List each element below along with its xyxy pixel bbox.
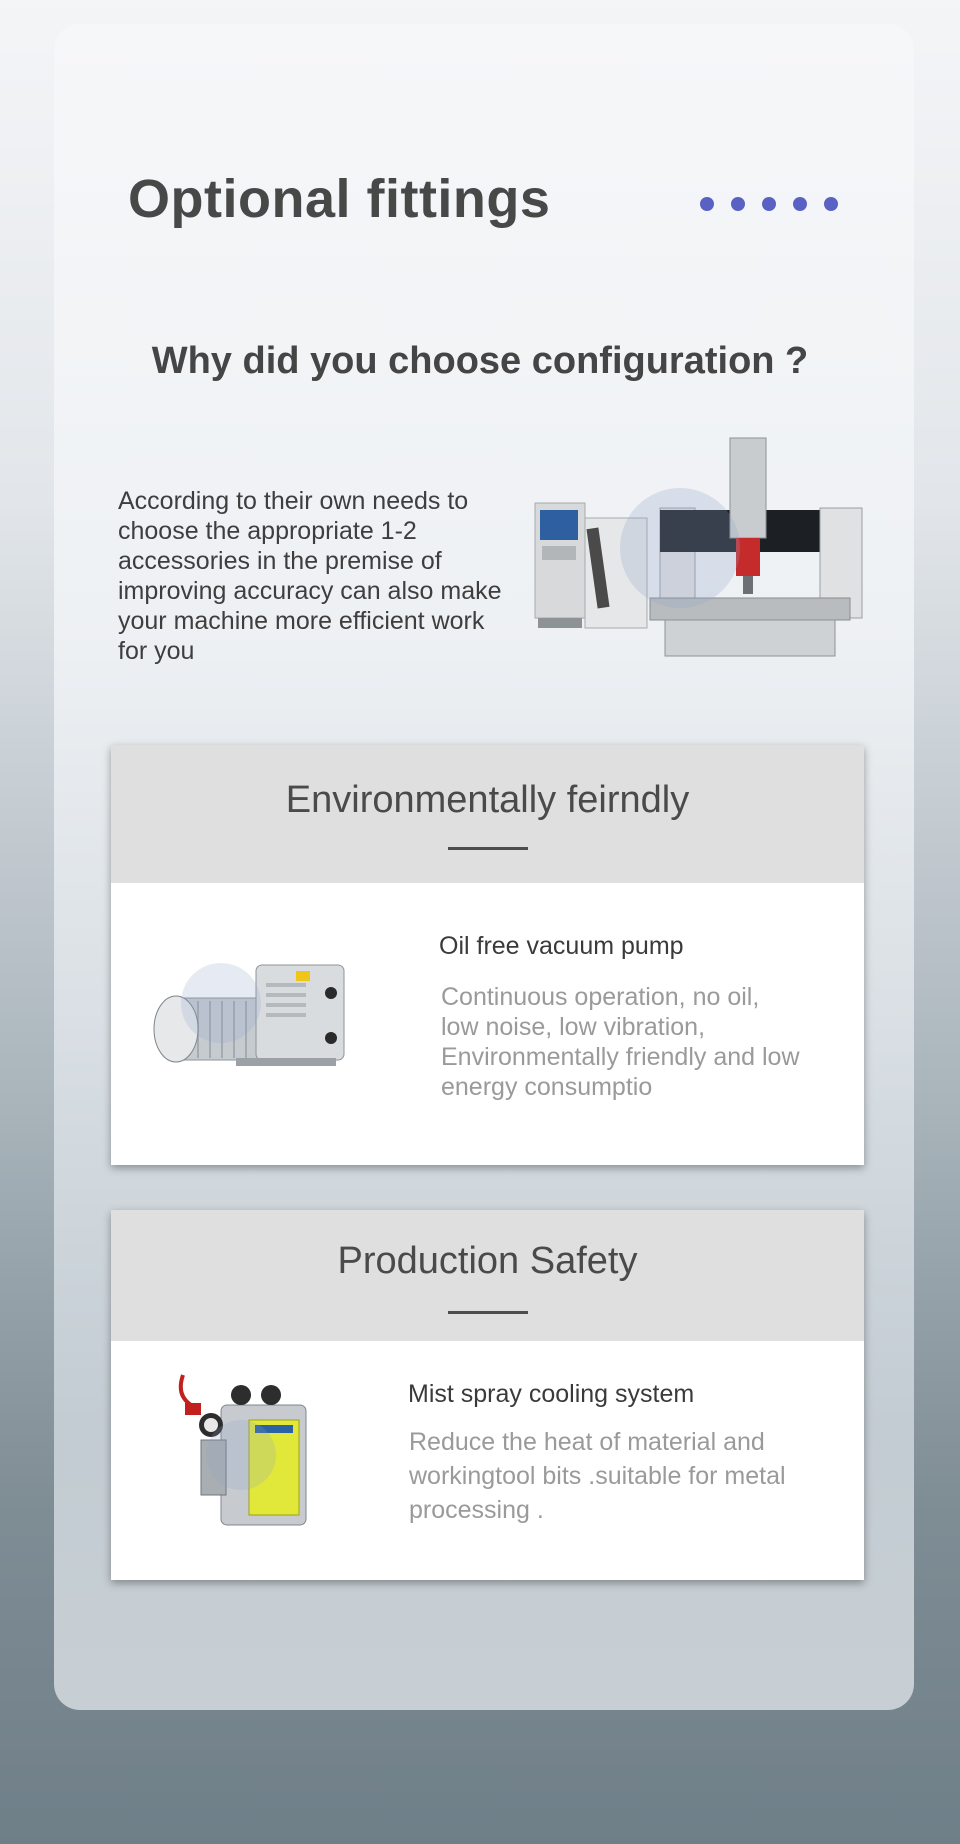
section-heading: Why did you choose configuration ? [151, 340, 809, 382]
item-description: Reduce the heat of material and workingtool bits .suitable for metal processing . [409, 1428, 786, 1524]
intro-text: According to their own needs to choose the appropriate 1-2 accessories in the premise of improving accuracy can also make your machine more efficient work for you [118, 487, 502, 665]
item-title: Mist spray cooling system [408, 1380, 695, 1408]
carousel-dot[interactable] [700, 197, 714, 211]
carousel-dot[interactable] [824, 197, 838, 211]
carousel-dot[interactable] [731, 197, 745, 211]
feature-card-safety [111, 1210, 864, 1580]
card-header [111, 1210, 864, 1341]
carousel-dot[interactable] [793, 197, 807, 211]
card-heading: Environmentally feirndly [285, 779, 690, 821]
heading-underline [448, 847, 528, 850]
vacuum-pump-image [146, 943, 351, 1088]
item-description: Continuous operation, no oil, low noise, low vibration, Environmentally friendly and low energy consumptio [441, 983, 800, 1101]
feature-card-environment [111, 745, 864, 1165]
cnc-machine-image [530, 428, 875, 663]
carousel-dots [700, 197, 838, 211]
carousel-dot[interactable] [762, 197, 776, 211]
item-title: Oil free vacuum pump [439, 932, 684, 960]
page-title: Optional fittings [128, 169, 551, 229]
card-header [111, 745, 864, 883]
card-heading: Production Safety [337, 1240, 638, 1282]
heading-underline [448, 1311, 528, 1314]
mist-spray-image [171, 1365, 321, 1535]
